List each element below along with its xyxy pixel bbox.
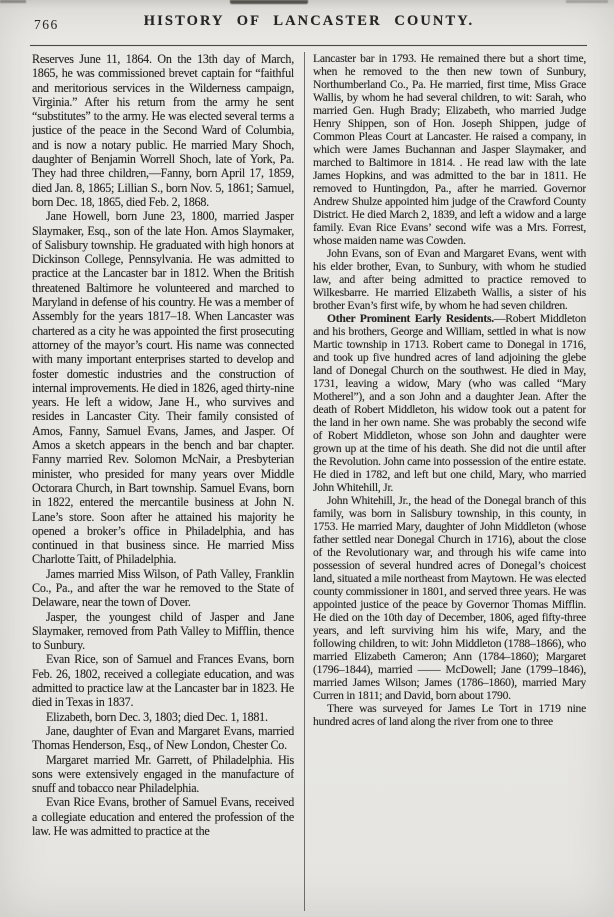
paragraph-jane-howell: Jane Howell, born June 23, 1800, married Jasper Slaymaker, Esq., son of the late Hon. Amos Slaymaker, of Salisbury township. He graduated with high honors at Dickinson College, Pennsylvania. He was admitted to practice at the Lancaster bar in 1812. When the British threatened Baltimore he volunteered and marched to Maryland in defense of his country. He was a member of Assembly for the years 1817–18. When Lancaster was chartered as a city he was appointed the first prosecuting attorney of the mayor’s court. His name was connected with many important enterprises started to develop and foster domestic industries and the construction of internal improvements. He died in 1826, aged thirty-nine years. He left a widow, Jane H., who survives and resides in Lancaster City. Their family consisted of Amos, Fanny, Samuel Evans, James, and Jasper. Of Amos a sketch appears in the bench and bar chapter. Fanny married Rev. Solomon McNair, a Presbyterian minister, who presided for many years over Middle Octorara Church, in Bart township. Samuel Evans, born in 1822, entered the mercantile business at John N. Lane’s store. Soon after he attained his majority he opened a broker’s office in Philadelphia, and has continued in that business since. He married Miss Charlotte Taitt, of Philadelphia.	[32, 209, 294, 567]
text-columns	[32, 52, 586, 913]
paragraph-other-prominent-early-residents	[313, 312, 586, 494]
paragraph-reserves-continuation: Reserves June 11, 1864. On the 13th day of March, 1865, he was commissioned brevet captain for “faithful and meritorious services in the Wilderness campaign, Virginia.” After his return from the army he sent “substitutes” to the army. He was elected several terms a justice of the peace in the Second Ward of Columbia, and is now a notary public. He married Mary Shoch, daughter of Benjamin Worrell Shoch, late of York, Pa. They had three children,—Fanny, born April 17, 1859, died Jan. 8, 1865; Lillian S., born Nov. 5, 1861; Samuel, born Dec. 18, 1865, died Feb. 2, 1868.	[32, 52, 294, 209]
scan-artifact	[0, 0, 26, 3]
header-rule	[30, 45, 587, 46]
paragraph-elizabeth: Elizabeth, born Dec. 3, 1803; died Dec. 1, 1881.	[46, 709, 268, 724]
section-heading-text: —Robert Middleton and his brothers, George and William, settled in what is now Martic township in 1713. Robert came to Donegal in 1716, and took up five hundred acres of land adjoining the glebe land of Donegal Church on the southwest. He died in May, 1731, leaving a widow, Mary (who was called “Mary Motherel”), and a son John and a daughter Jean. After the death of Robert Middleton, his widow took out a patent for the land in her own name. She was probably the second wife of Robert Middleton, whose son John and daughter were grown up at the time of his death. She did not die until after the Revolution. John came into possession of the entire estate. He died in 1782, and left but one child, Mary, who married John Whitehill, Jr.	[313, 312, 586, 494]
paragraph-margaret-garrett: Margaret married Mr. Garrett, of Philadelphia. His sons were extensively engaged in the manufacture of snuff and tobacco near Philadelphia.	[32, 752, 294, 796]
paragraph-jasper: Jasper, the youngest child of Jasper and Jane Slaymaker, removed from Path Valley to Mifflin, thence to Sunbury.	[32, 609, 294, 653]
page-number: 766	[34, 17, 59, 32]
column-divider	[304, 52, 305, 911]
section-heading: Other Prominent Early Residents.	[327, 312, 494, 325]
scan-artifact	[566, 0, 608, 3]
paragraph-evan-rice: Evan Rice, son of Samuel and Frances Evans, born Feb. 26, 1802, received a collegiate education, and was admitted to practice law at the Lancaster bar in 1823. He died in Texas in 1837.	[32, 652, 294, 710]
running-head	[34, 13, 584, 35]
text-column-left	[32, 52, 294, 913]
paragraph-james: James married Miss Wilson, of Path Valley, Franklin Co., Pa., and after the war he removed to the State of Delaware, near the town of Dover.	[32, 566, 294, 610]
paragraph-james-le-tort: There was surveyed for James Le Tort in 1719 nine hundred acres of land along the river from one to three	[313, 702, 586, 728]
paragraph-lancaster-bar-continuation: Lancaster bar in 1793. He remained there but a short time, when he removed to the then new town of Sunbury, Northumberland Co., Pa. He married, first time, Miss Grace Wallis, by whom he had several children, to wit: Sarah, who married Gen. Hugh Brady; Elizabeth, who married Judge Henry Shippen, son of Hon. Joseph Shippen, judge of Common Pleas Court at Lancaster. He raised a company, in which were James Buchannan and Jasper Slaymaker, and marched to Baltimore in 1814. . He read law with the late James Hopkins, and was admitted to the bar in 1811. He removed to Huntingdon, Pa., after he married. Governor Andrew Shulze appointed him judge of the Crawford County District. He died March 2, 1839, and left a widow and a large family. Evan Rice Evans’ second wife was a Mrs. Forrest, whose maiden name was Cowden.	[313, 52, 586, 247]
paragraph-john-evans: John Evans, son of Evan and Margaret Evans, went with his elder brother, Evan, to Sunbury, with whom he studied law, and after being admitted to practice removed to Wilkesbarre. He married Elizabeth Wallis, a sister of his brother Evan’s first wife, by whom he had seven children.	[313, 247, 586, 312]
paragraph-evan-rice-evans: Evan Rice Evans, brother of Samuel Evans, received a collegiate education and entered the profession of the law. He was admitted to practice at the	[32, 795, 294, 839]
text-column-right	[313, 52, 586, 913]
page-title: HISTORY OF LANCASTER COUNTY.	[143, 13, 475, 29]
paragraph-john-whitehill-jr: John Whitehill, Jr., the head of the Donegal branch of this family, was born in Salisbury township, in this county, in 1753. He married Mary, daughter of John Middleton (whose father settled near Donegal Church in 1716), about the close of the Revolutionary war, and through his wife came into possession of several hundred acres of Donegal’s choicest land, situated a mile northeast from Maytown. He was elected county commissioner in 1801, and served three years. He was appointed justice of the peace by Governor Thomas Mifflin. He died on the 10th day of December, 1806, aged fifty-three years, and left surviving him his wife, Mary, and the following children, to wit: John Middleton (1788–1866), who married Elizabeth Cameron; Ann (1784–1860); Margaret (1796–1844), married —— McDowell; Jane (1799–1846), married James Wilson; James (1786–1860), married Mary Curren in 1811; and David, born about 1790.	[313, 494, 586, 702]
paragraph-jane-henderson: Jane, daughter of Evan and Margaret Evans, married Thomas Henderson, Esq., of New London, Chester Co.	[32, 723, 294, 753]
scan-artifact	[230, 0, 308, 4]
